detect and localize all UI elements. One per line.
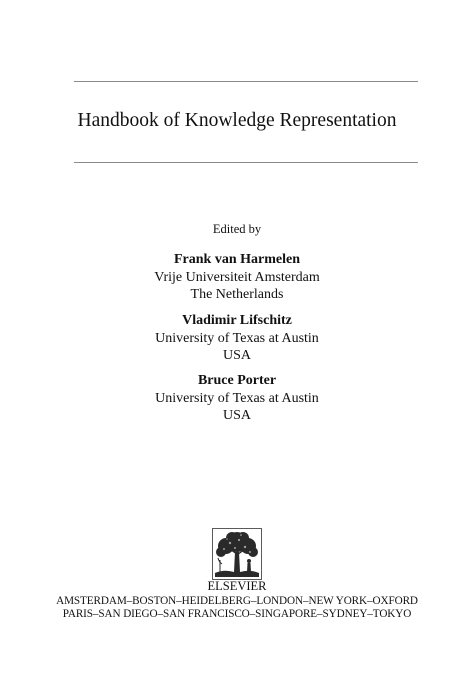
editor-name: Vladimir Lifschitz <box>182 313 292 328</box>
editor-country: USA <box>222 348 251 363</box>
editor-affiliation: University of Texas at Austin <box>155 331 319 346</box>
editor-affiliation: Vrije Universiteit Amsterdam <box>154 270 320 285</box>
editor-name: Bruce Porter <box>197 373 277 388</box>
editor-block <box>0 251 474 303</box>
edited-by-label: Edited by <box>212 222 262 236</box>
publisher-cities-line-1: AMSTERDAM–BOSTON–HEIDELBERG–LONDON–NEW YORK–OXFORD <box>56 595 418 607</box>
elsevier-tree-logo-icon <box>212 528 262 580</box>
editor-country: The Netherlands <box>190 287 284 302</box>
bottom-rule <box>74 162 418 163</box>
editor-block <box>0 312 474 364</box>
publisher-name: ELSEVIER <box>207 579 267 593</box>
publisher-cities-line-2: PARIS–SAN DIEGO–SAN FRANCISCO–SINGAPORE–SYDNEY–TOKYO <box>62 608 412 620</box>
editor-name: Frank van Harmelen <box>174 252 300 267</box>
editor-block <box>0 372 474 424</box>
top-rule <box>74 81 418 82</box>
editor-affiliation: University of Texas at Austin <box>155 391 319 406</box>
book-title: Handbook of Knowledge Representation <box>77 110 397 131</box>
editor-country: USA <box>222 408 251 423</box>
